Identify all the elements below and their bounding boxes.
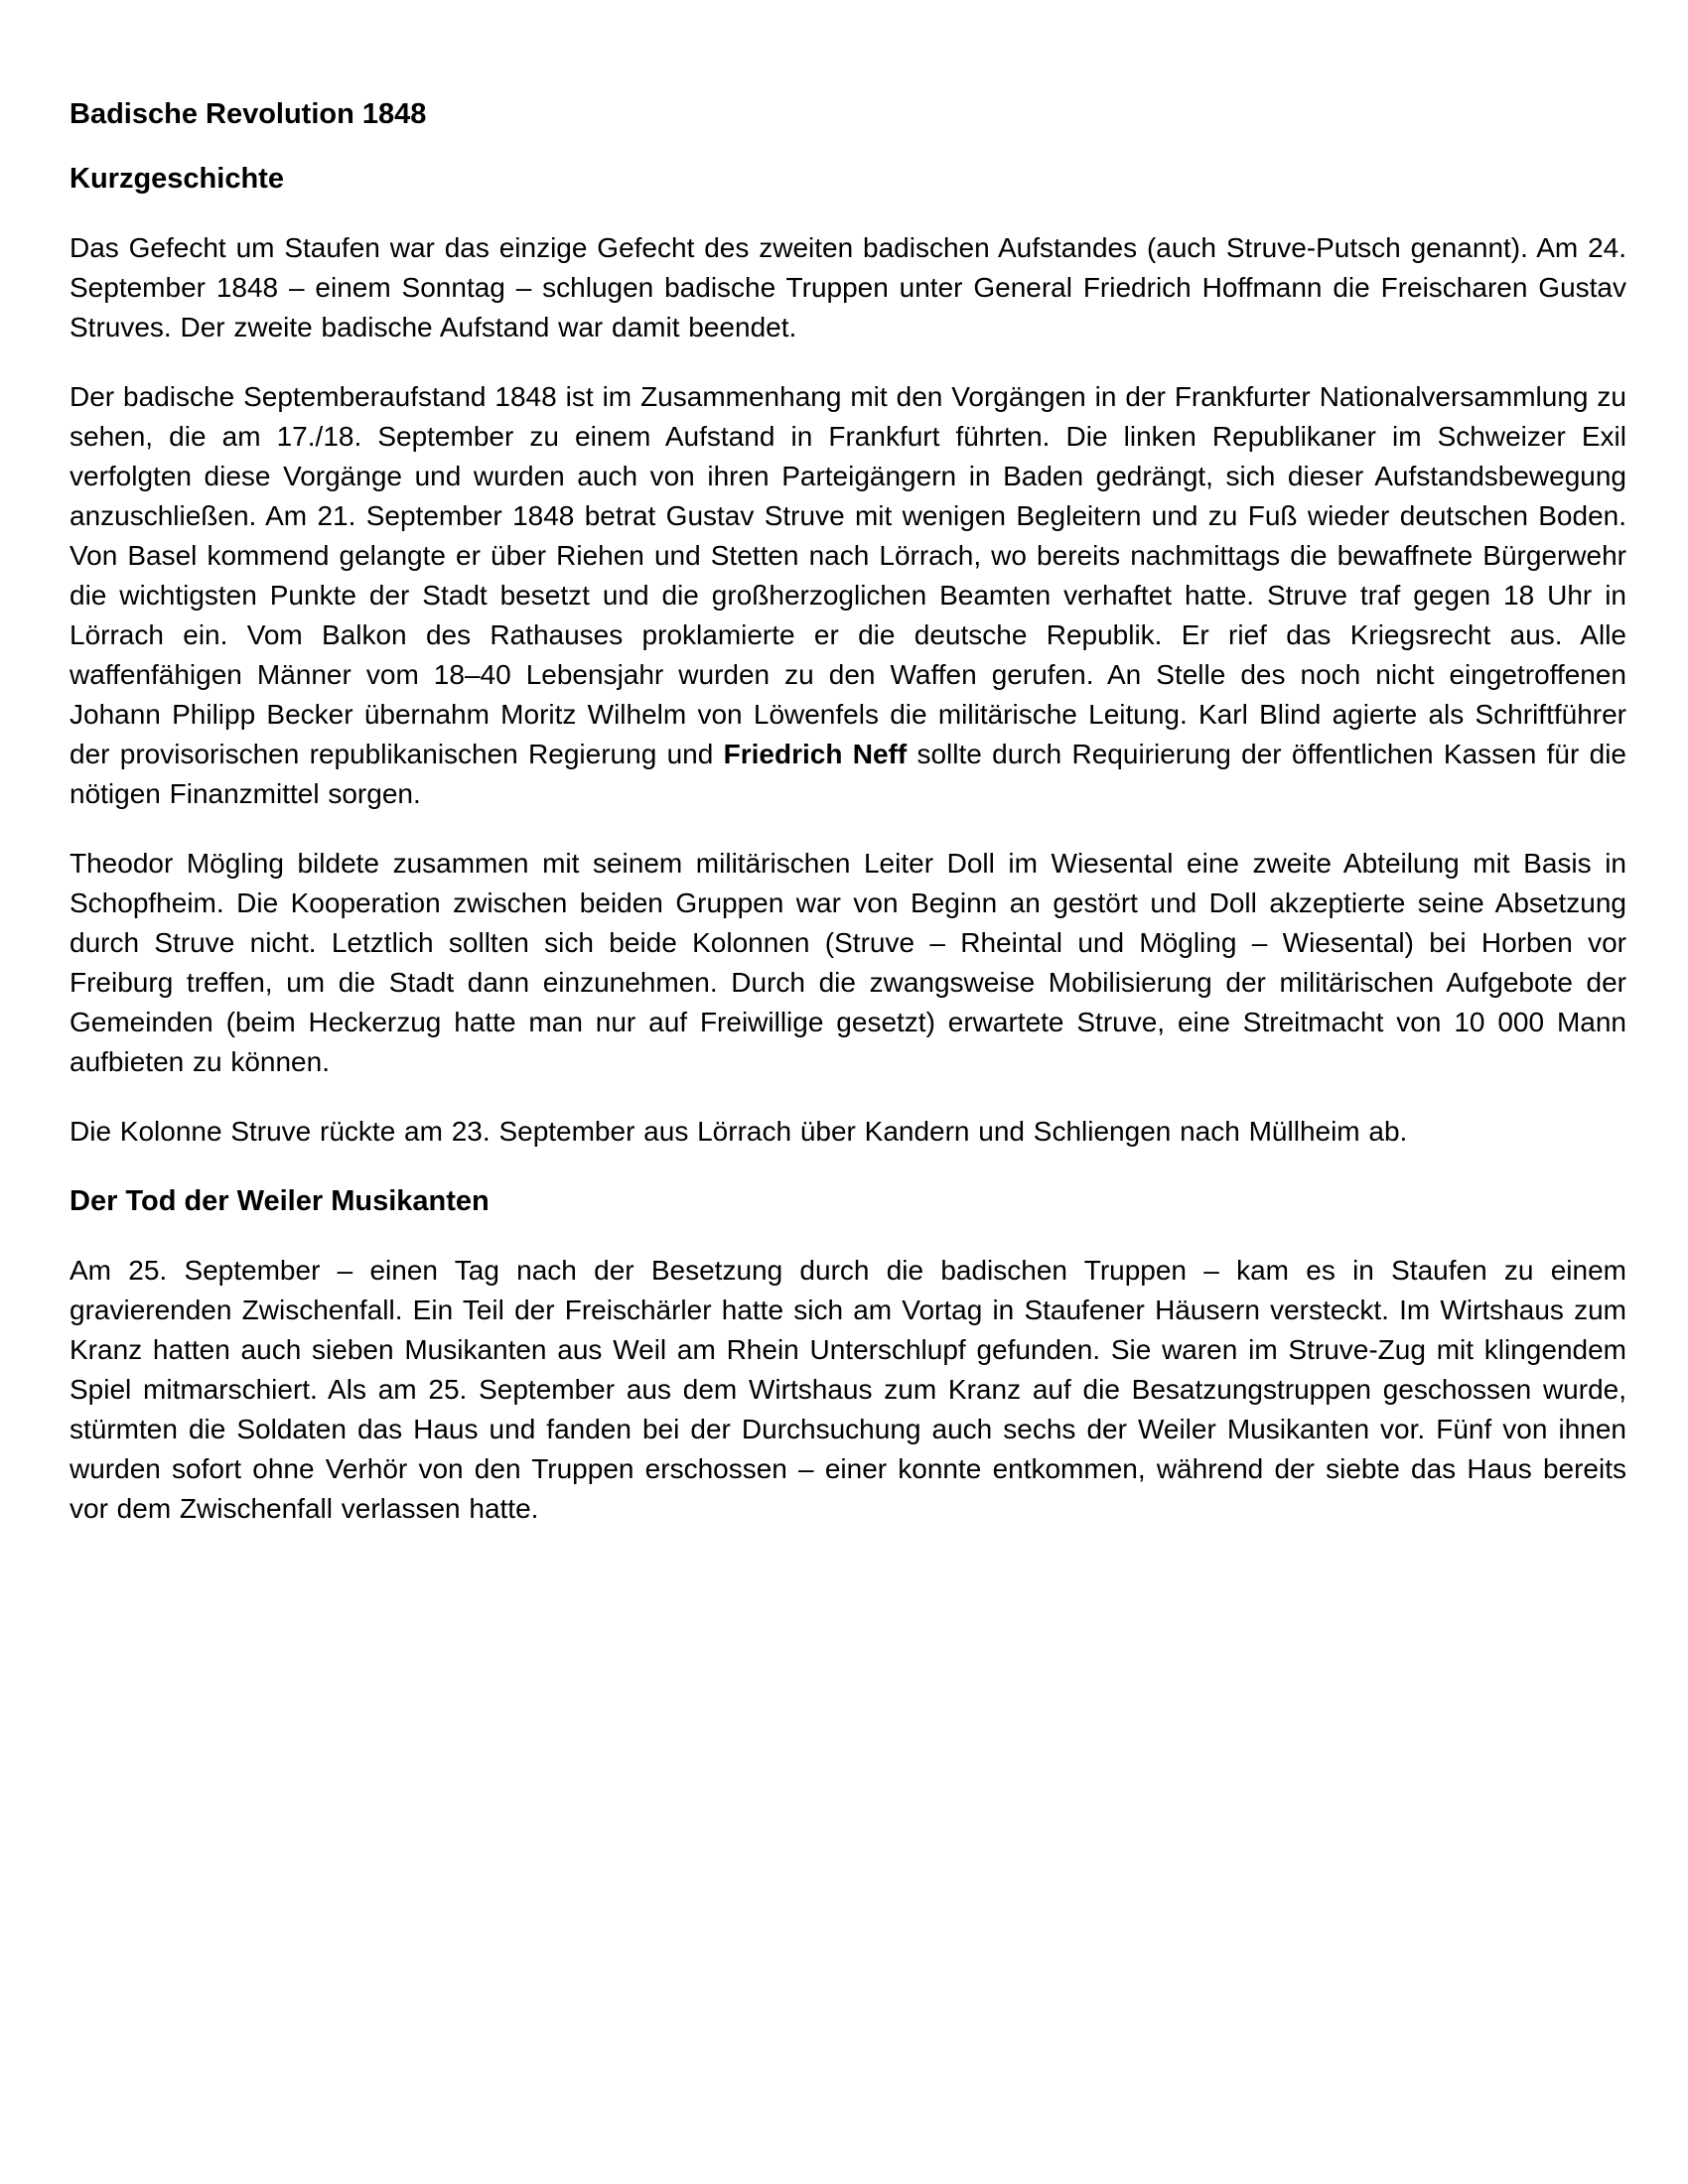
bold-name-friedrich-neff: Friedrich Neff bbox=[723, 739, 908, 769]
paragraph-septemberaufstand-text-after: sollte durch Requirierung der öffentlichen Kassen für die nötigen Finanzmittel sorgen. bbox=[70, 739, 1626, 809]
paragraph-kolonne-struve: Die Kolonne Struve rückte am 23. September aus Lörrach über Kandern und Schliengen nach Müllheim ab. bbox=[70, 1116, 1408, 1147]
paragraph-septemberaufstand bbox=[70, 377, 1626, 814]
paragraph-gefecht-staufen: Das Gefecht um Staufen war das einzige Gefecht des zweiten badischen Aufstandes (auch Struve-Putsch genannt). Am 24. September 1848 – einem Sonntag – schlugen badische Truppen unter General Friedrich Hoffmann die Freischaren Gustav Struves. Der zweite badische Aufstand war damit beendet. bbox=[70, 232, 1626, 342]
paragraph-zwischenfall-staufen: Am 25. September – einen Tag nach der Besetzung durch die badischen Truppen – kam es in Staufen zu einem gravierenden Zwischenfall. Ein Teil der Freischärler hatte sich am Vortag in Staufener Häusern versteckt. Im Wirtshaus zum Kranz hatten auch sieben Musikanten aus Weil am Rhein Unterschlupf gefunden. Sie waren im Struve-Zug mit klingendem Spiel mitmarschiert. Als am 25. September aus dem Wirtshaus zum Kranz auf die Besatzungstruppen geschossen wurde, stürmten die Soldaten das Haus und fanden bei der Durchsuchung auch sechs der Weiler Musikanten vor. Fünf von ihnen wurden sofort ohne Verhör von den Truppen erschossen – einer konnte entkommen, während der siebte das Haus bereits vor dem Zwischenfall verlassen hatte. bbox=[70, 1255, 1626, 1524]
section-heading-weiler-musikanten: Der Tod der Weiler Musikanten bbox=[70, 1185, 490, 1217]
document-title: Badische Revolution 1848 bbox=[70, 98, 427, 130]
paragraph-septemberaufstand-text-before: Der badische Septemberaufstand 1848 ist im Zusammenhang mit den Vorgängen in der Frankfurter Nationalversammlung zu sehen, die am 17./18. September zu einem Aufstand in Frankfurt führten. Die linken Republikaner im Schweizer Exil verfolgten diese Vorgänge und wurden auch von ihren Parteigängern in Baden gedrängt, sich dieser Aufstandsbewegung anzuschließen. Am 21. September 1848 betrat Gustav Struve mit wenigen Begleitern und zu Fuß wieder deutschen Boden. Von Basel kommend gelangte er über Riehen und Stetten nach Lörrach, wo bereits nachmittags die bewaffnete Bürgerwehr die wichtigsten Punkte der Stadt besetzt und die großherzoglichen Beamten verhaftet hatte. Struve traf gegen 18 Uhr in Lörrach ein. Vom Balkon des Rathauses proklamierte er die deutsche Republik. Er rief das Kriegsrecht aus. Alle waffenfähigen Männer vom 18–40 Lebensjahr wurden zu den Waffen gerufen. An Stelle des noch nicht eingetroffenen Johann Philipp Becker übernahm Moritz Wilhelm von Löwenfels die militärische Leitung. Karl Blind agierte als Schriftführer der provisorischen republikanischen Regierung und bbox=[70, 381, 1626, 769]
section-heading-kurzgeschichte: Kurzgeschichte bbox=[70, 163, 284, 195]
paragraph-theodor-moegling: Theodor Mögling bildete zusammen mit seinem militärischen Leiter Doll im Wiesental eine zweite Abteilung mit Basis in Schopfheim. Die Kooperation zwischen beiden Gruppen war von Beginn an gestört und Doll akzeptierte seine Absetzung durch Struve nicht. Letztlich sollten sich beide Kolonnen (Struve – Rheintal und Mögling – Wiesental) bei Horben vor Freiburg treffen, um die Stadt dann einzunehmen. Durch die zwangsweise Mobilisierung der militärischen Aufgebote der Gemeinden (beim Heckerzug hatte man nur auf Freiwillige gesetzt) erwartete Struve, eine Streitmacht von 10 000 Mann aufbieten zu können. bbox=[70, 848, 1626, 1077]
